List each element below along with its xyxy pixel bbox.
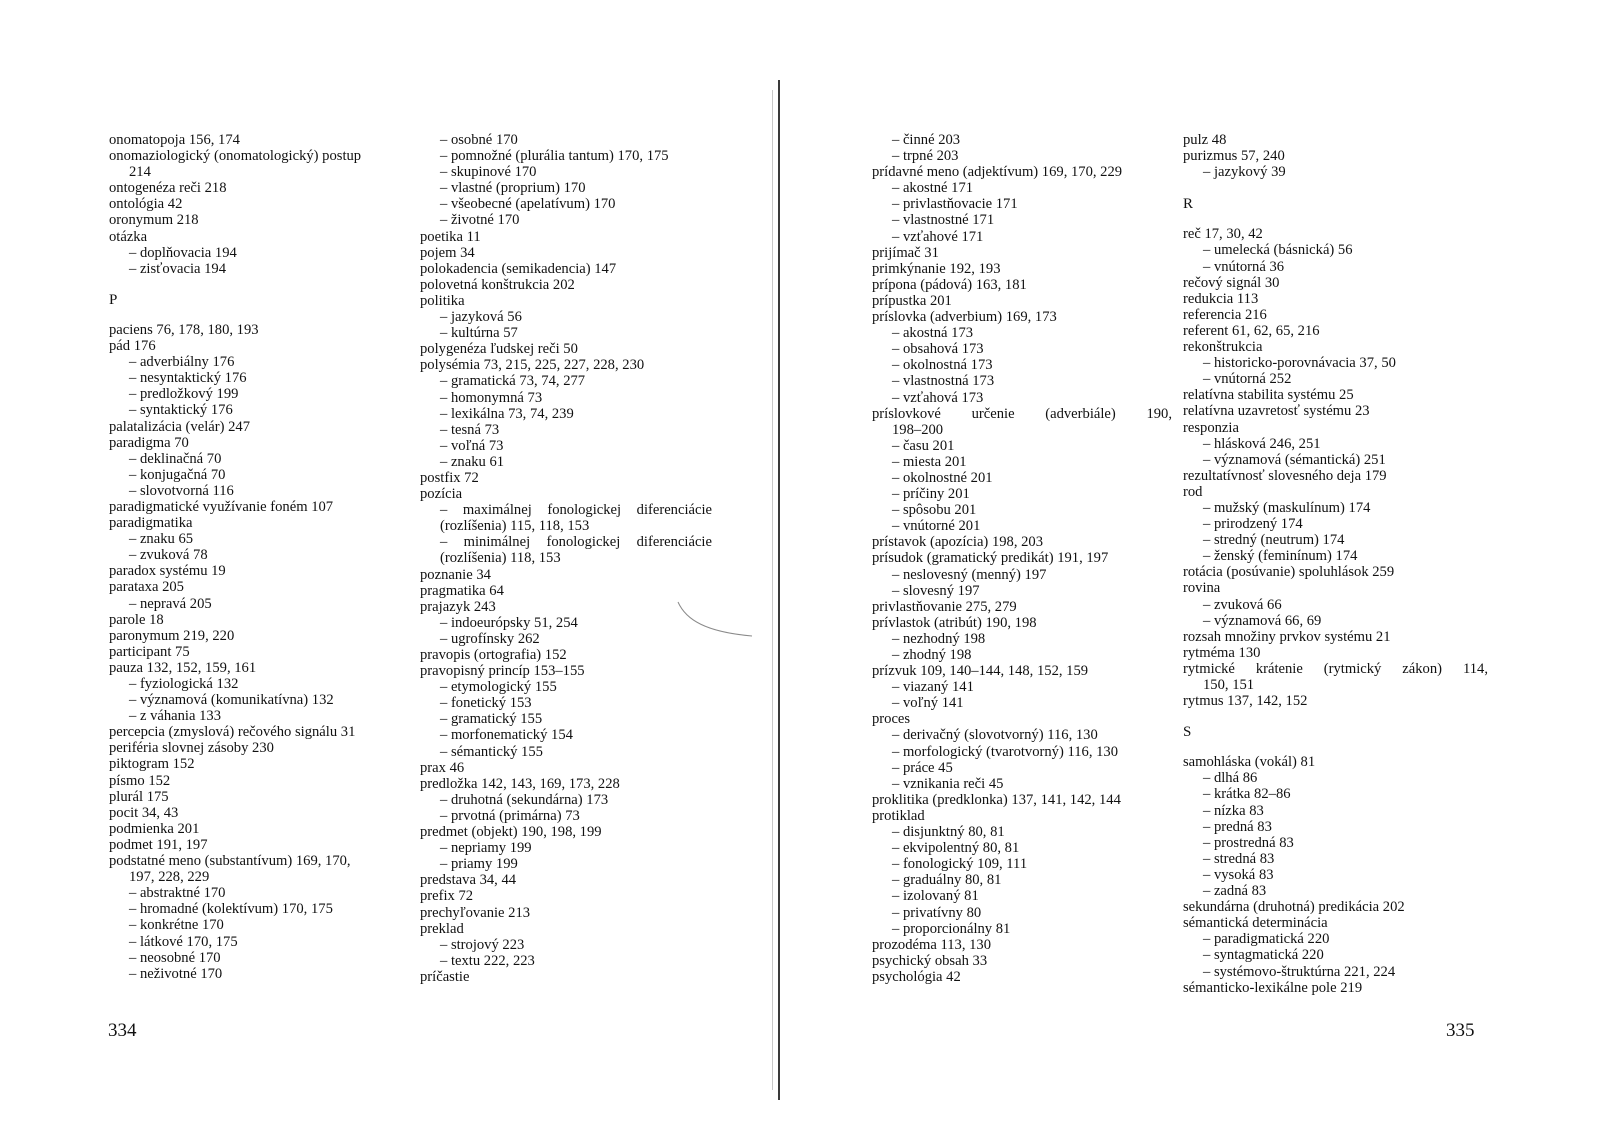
index-entry: preklad [420, 920, 464, 937]
index-column-3 [872, 132, 1172, 985]
index-word: rytmické [1183, 660, 1235, 677]
index-entry: privlastňovanie 275, 279 [872, 598, 1017, 615]
index-entry: predložka 142, 143, 169, 173, 228 [420, 775, 620, 792]
index-entry: prijímač 31 [872, 244, 939, 261]
index-entry: reč 17, 30, 42 [1183, 226, 1263, 243]
index-entry: prípustka 201 [872, 292, 952, 309]
index-word: maximálnej [462, 502, 532, 519]
index-subentry: – významová 66, 69 [1203, 612, 1322, 629]
index-subentry: – látkové 170, 175 [129, 933, 238, 950]
index-subentry: – proporcionálny 81 [892, 920, 1011, 937]
index-entry: piktogram 152 [109, 756, 195, 773]
index-subentry: – textu 222, 223 [440, 952, 535, 969]
index-word: fonologickej [546, 534, 621, 551]
index-entry: prajazyk 243 [420, 598, 496, 615]
index-entry: podmet 191, 197 [109, 836, 208, 853]
index-subentry: – historicko-porovnávacia 37, 50 [1203, 355, 1396, 372]
index-subentry: – voľná 73 [440, 437, 504, 454]
index-subentry: – nepravá 205 [129, 595, 212, 612]
index-entry-continuation: 150, 151 [1203, 677, 1255, 693]
index-word: 114, [1462, 660, 1488, 677]
index-entry: rovina [1183, 580, 1221, 597]
index-entry: predmet (objekt) 190, 198, 199 [420, 824, 602, 841]
index-subentry: – vnútorná 252 [1203, 371, 1292, 388]
index-subentry: – graduálny 80, 81 [892, 872, 1002, 889]
index-subentry: – konjugačná 70 [129, 466, 226, 483]
index-subentry: – vlastnostné 171 [892, 212, 995, 229]
index-subentry: – okolnostná 173 [892, 357, 993, 374]
index-entry: podstatné meno (substantívum) 169, 170, [109, 853, 351, 870]
index-subentry: – doplňovacia 194 [129, 244, 237, 261]
index-entry: rytmus 137, 142, 152 [1183, 693, 1308, 710]
index-subentry: – vysoká 83 [1203, 866, 1274, 883]
index-subentry: – mužský (maskulínum) 174 [1203, 499, 1371, 516]
index-entry: postfix 72 [420, 469, 479, 486]
index-entry: onomatopoja 156, 174 [109, 132, 240, 148]
index-subentry: – znaku 61 [440, 453, 505, 470]
section-letter-heading: S [1183, 724, 1192, 741]
index-subentry: – morfonematický 154 [440, 727, 573, 744]
index-entry: polygenéza ľudskej reči 50 [420, 341, 578, 358]
index-entry: pauza 132, 152, 159, 161 [109, 659, 257, 676]
section-letter-heading: P [109, 291, 118, 308]
index-column-2 [420, 132, 712, 985]
index-subentry: – sémantický 155 [440, 743, 543, 760]
index-word: – [440, 502, 448, 519]
index-entry: responzia [1183, 419, 1239, 436]
index-word: zákon) [1402, 660, 1443, 677]
index-word: – [440, 534, 448, 551]
index-subentry: – trpné 203 [892, 148, 959, 165]
page-number-right: 335 [1446, 1020, 1475, 1041]
index-subentry: – krátka 82–86 [1203, 786, 1291, 803]
index-entry: prechyľovanie 213 [420, 904, 531, 921]
index-subentry: – gramatický 155 [440, 711, 543, 728]
index-subentry: – prvotná (primárna) 73 [440, 807, 580, 824]
index-subentry: – stredná 83 [1203, 850, 1275, 867]
index-entry: referencia 216 [1183, 306, 1267, 323]
index-subentry: – neosobné 170 [129, 949, 221, 966]
index-subentry: – všeobecné (apelatívum) 170 [440, 196, 616, 213]
index-subentry: – morfologický (tvarotvorný) 116, 130 [892, 743, 1119, 760]
index-entry: rytméma 130 [1183, 644, 1261, 661]
index-column-1 [109, 132, 414, 982]
index-entry: samohláska (vokál) 81 [1183, 754, 1316, 771]
index-entry: polysémia 73, 215, 225, 227, 228, 230 [420, 357, 645, 374]
index-entry: periféria slovnej zásoby 230 [109, 740, 274, 757]
index-subentry: – činné 203 [892, 132, 961, 148]
index-subentry: – miesta 201 [892, 453, 967, 470]
index-word: určenie [971, 405, 1015, 422]
index-word: fonologickej [547, 502, 622, 519]
index-subentry: – zvuková 66 [1203, 596, 1282, 613]
index-entry: písmo 152 [109, 772, 171, 789]
index-subentry: – nízka 83 [1203, 802, 1264, 819]
index-subentry: – syntagmatická 220 [1203, 947, 1324, 964]
index-entry: redukcia 113 [1183, 290, 1259, 307]
index-subentry: – privatívny 80 [892, 904, 982, 921]
index-subentry: – privlastňovacie 171 [892, 196, 1018, 213]
index-subentry: – významová (komunikatívna) 132 [129, 692, 334, 709]
index-entry: pulz 48 [1183, 132, 1227, 148]
index-word: (rytmický [1323, 660, 1382, 677]
index-entry: primkýnanie 192, 193 [872, 260, 1001, 277]
index-entry: prax 46 [420, 759, 465, 776]
index-word: 190, [1146, 405, 1172, 422]
index-entry: paronymum 219, 220 [109, 627, 235, 644]
index-subentry: – zvuková 78 [129, 547, 208, 564]
index-entry: rekonštrukcia [1183, 339, 1263, 356]
index-entry-continuation: (rozlíšenia) 118, 153 [440, 550, 561, 567]
index-subentry: – kultúrna 57 [440, 325, 518, 342]
index-subentry: – akostná 173 [892, 325, 974, 342]
index-subentry: – vnútorná 36 [1203, 258, 1285, 275]
index-subentry: – paradigmatická 220 [1203, 931, 1330, 948]
index-word: krátenie [1255, 660, 1303, 677]
index-entry: prídavné meno (adjektívum) 169, 170, 229 [872, 164, 1123, 181]
index-entry-continuation: 214 [129, 164, 151, 181]
index-subentry: – zhodný 198 [892, 647, 972, 663]
index-entry: relatívna uzavretosť systému 23 [1183, 403, 1370, 420]
index-entry-continuation: 197, 228, 229 [129, 869, 210, 886]
index-entry: polokadencia (semikadencia) 147 [420, 260, 617, 277]
index-entry: sekundárna (druhotná) predikácia 202 [1183, 899, 1405, 916]
index-subentry: – vlastné (proprium) 170 [440, 180, 586, 197]
index-entry: protiklad [872, 807, 925, 824]
index-entry: pravopis (ortografia) 152 [420, 647, 567, 663]
index-subentry: – jazykový 39 [1203, 164, 1286, 181]
index-subentry: – slovotvorná 116 [129, 482, 234, 499]
index-entry: oronymum 218 [109, 212, 199, 229]
index-subentry: – strojový 223 [440, 936, 525, 953]
index-subentry: – ženský (feminínum) 174 [1203, 548, 1358, 565]
index-entry: proces [872, 711, 911, 728]
index-subentry: – skupinové 170 [440, 164, 537, 181]
index-entry: pragmatika 64 [420, 582, 504, 599]
index-subentry: – jazyková 56 [440, 309, 522, 326]
index-word: príslovkové [872, 405, 941, 422]
index-subentry: – okolnostné 201 [892, 469, 993, 486]
index-column-4 [1183, 132, 1488, 996]
index-subentry: – hlásková 246, 251 [1203, 435, 1321, 452]
index-subentry: – nepriamy 199 [440, 840, 532, 857]
index-entry: ontológia 42 [109, 196, 183, 213]
index-subentry: – znaku 65 [129, 531, 194, 548]
index-entry: pojem 34 [420, 244, 475, 261]
index-entry: paradox systému 19 [109, 563, 226, 580]
index-entry-continuation: 198–200 [892, 421, 944, 438]
index-entry: rotácia (posúvanie) spoluhlások 259 [1183, 564, 1395, 581]
index-subentry: – ekvipolentný 80, 81 [892, 840, 1020, 857]
index-entry: palatalizácia (velár) 247 [109, 418, 250, 435]
index-word: diferenciácie [636, 534, 712, 551]
index-entry: psychický obsah 33 [872, 952, 988, 969]
index-entry: pravopisný princíp 153–155 [420, 663, 585, 680]
index-entry: paciens 76, 178, 180, 193 [109, 321, 259, 338]
index-word: diferenciácie [636, 502, 712, 519]
index-subentry: – lexikálna 73, 74, 239 [440, 405, 574, 422]
index-subentry: – zisťovacia 194 [129, 260, 227, 277]
index-entry: otázka [109, 228, 148, 245]
book-gutter-shadow [772, 90, 773, 1090]
index-subentry: – umelecká (básnická) 56 [1203, 242, 1353, 259]
index-subentry: – vzťahová 173 [892, 389, 984, 406]
index-subentry: – indoeurópsky 51, 254 [440, 614, 578, 631]
index-subentry: – etymologický 155 [440, 679, 557, 696]
index-subentry: – prostredná 83 [1203, 834, 1294, 851]
index-subentry: – nesyntaktický 176 [129, 370, 247, 387]
page-number-left: 334 [108, 1020, 137, 1041]
index-subentry: – systémovo-štruktúrna 221, 224 [1203, 963, 1396, 980]
index-subentry: – homonymná 73 [440, 389, 543, 406]
index-entry: predstava 34, 44 [420, 872, 517, 889]
index-subentry: – neživotné 170 [129, 965, 223, 982]
index-subentry: – predná 83 [1203, 818, 1272, 835]
index-subentry: – prirodzený 174 [1203, 516, 1303, 533]
index-entry: prízvuk 109, 140–144, 148, 152, 159 [872, 663, 1089, 680]
index-subentry: – príčiny 201 [892, 486, 970, 503]
index-entry: onomaziologický (onomatologický) postup [109, 148, 362, 165]
index-entry: politika [420, 292, 465, 309]
index-entry: príslovka (adverbium) 169, 173 [872, 309, 1057, 326]
index-subentry: – gramatická 73, 74, 277 [440, 373, 586, 390]
index-subentry: – hromadné (kolektívum) 170, 175 [129, 901, 333, 918]
index-subentry: – práce 45 [892, 759, 953, 776]
index-subentry: – disjunktný 80, 81 [892, 824, 1005, 841]
index-subentry: – abstraktné 170 [129, 885, 226, 902]
index-subentry: – derivačný (slovotvorný) 116, 130 [892, 727, 1098, 744]
index-subentry: – fonologický 109, 111 [892, 856, 1028, 873]
index-subentry: – osobné 170 [440, 132, 518, 148]
index-entry: referent 61, 62, 65, 216 [1183, 322, 1320, 339]
index-entry: relatívna stabilita systému 25 [1183, 387, 1354, 404]
index-subentry: – životné 170 [440, 212, 520, 229]
index-entry: pocit 34, 43 [109, 804, 179, 821]
index-subentry: – vzťahové 171 [892, 228, 984, 245]
index-subentry: – nezhodný 198 [892, 630, 986, 647]
index-subentry: – syntaktický 176 [129, 402, 233, 419]
index-entry: rozsah množiny prvkov systému 21 [1183, 628, 1391, 645]
index-entry: parole 18 [109, 611, 164, 628]
index-subentry: – vnútorné 201 [892, 518, 981, 535]
index-subentry: – obsahová 173 [892, 341, 984, 358]
index-subentry: – voľný 141 [892, 695, 964, 712]
index-subentry: – tesná 73 [440, 421, 500, 438]
index-subentry: – významová (sémantická) 251 [1203, 451, 1386, 468]
index-entry: rezultatívnosť slovesného deja 179 [1183, 467, 1387, 484]
index-word: (adverbiále) [1045, 405, 1116, 422]
index-subentry: – adverbiálny 176 [129, 354, 235, 371]
index-subentry: – priamy 199 [440, 856, 518, 873]
index-entry: proklitika (predklonka) 137, 141, 142, 144 [872, 791, 1121, 808]
index-entry: prefix 72 [420, 888, 474, 905]
index-subentry: – stredný (neutrum) 174 [1203, 532, 1345, 549]
index-entry: paradigmatika [109, 515, 193, 532]
index-entry: sémantická determinácia [1183, 915, 1328, 932]
index-subentry: – dlhá 86 [1203, 770, 1258, 787]
index-subentry: – času 201 [892, 437, 955, 454]
index-subentry: – spôsobu 201 [892, 502, 977, 519]
index-entry: polovetná konštrukcia 202 [420, 276, 575, 293]
index-entry: rod [1183, 483, 1203, 500]
index-subentry: – predložkový 199 [129, 386, 239, 403]
index-entry [872, 406, 1172, 422]
index-entry: paradigma 70 [109, 434, 189, 451]
index-subentry: – z váhania 133 [129, 708, 221, 725]
index-subentry: – deklinačná 70 [129, 450, 222, 467]
index-entry: poznanie 34 [420, 566, 491, 583]
index-subentry: – zadná 83 [1203, 883, 1267, 900]
index-entry: psychológia 42 [872, 968, 961, 985]
index-subentry: – fyziologická 132 [129, 676, 239, 692]
index-entry: prípona (pádová) 163, 181 [872, 276, 1027, 293]
index-entry: podmienka 201 [109, 820, 200, 837]
index-entry: plurál 175 [109, 788, 169, 805]
index-entry: príčastie [420, 968, 470, 985]
index-entry: parataxa 205 [109, 579, 184, 596]
index-entry: prístavok (apozícia) 198, 203 [872, 534, 1044, 551]
index-subentry: – izolovaný 81 [892, 888, 979, 905]
index-subentry [420, 502, 712, 518]
index-subentry: – ugrofínsky 262 [440, 630, 540, 647]
book-gutter [778, 80, 780, 1100]
index-entry: prívlastok (atribút) 190, 198 [872, 614, 1037, 631]
index-entry: ontogenéza reči 218 [109, 180, 227, 197]
section-letter-heading: R [1183, 196, 1194, 213]
index-subentry: – fonetický 153 [440, 695, 532, 712]
index-entry: poetika 11 [420, 228, 481, 245]
index-entry: percepcia (zmyslová) rečového signálu 31 [109, 724, 356, 741]
index-word: minimálnej [463, 534, 531, 551]
index-entry: prozodéma 113, 130 [872, 936, 992, 953]
index-subentry: – pomnožné (plurália tantum) 170, 175 [440, 148, 669, 165]
index-entry: pozícia [420, 486, 463, 503]
index-entry: sémanticko-lexikálne pole 219 [1183, 979, 1363, 996]
index-entry [1183, 661, 1488, 677]
index-subentry: – vlastnostná 173 [892, 373, 995, 390]
index-subentry [420, 534, 712, 550]
index-subentry: – akostné 171 [892, 180, 974, 197]
index-entry: rečový signál 30 [1183, 274, 1280, 291]
index-subentry: – viazaný 141 [892, 679, 974, 696]
index-entry: prísudok (gramatický predikát) 191, 197 [872, 550, 1109, 567]
index-entry-continuation: (rozlíšenia) 115, 118, 153 [440, 518, 590, 535]
index-subentry: – druhotná (sekundárna) 173 [440, 791, 609, 808]
index-entry: purizmus 57, 240 [1183, 148, 1285, 165]
index-entry: participant 75 [109, 643, 190, 660]
index-subentry: – neslovesný (menný) 197 [892, 566, 1047, 583]
index-subentry: – vznikania reči 45 [892, 775, 1004, 792]
index-entry: paradigmatické využívanie foném 107 [109, 498, 334, 515]
index-subentry: – slovesný 197 [892, 582, 980, 599]
index-entry: pád 176 [109, 338, 156, 355]
index-subentry: – konkrétne 170 [129, 917, 224, 934]
